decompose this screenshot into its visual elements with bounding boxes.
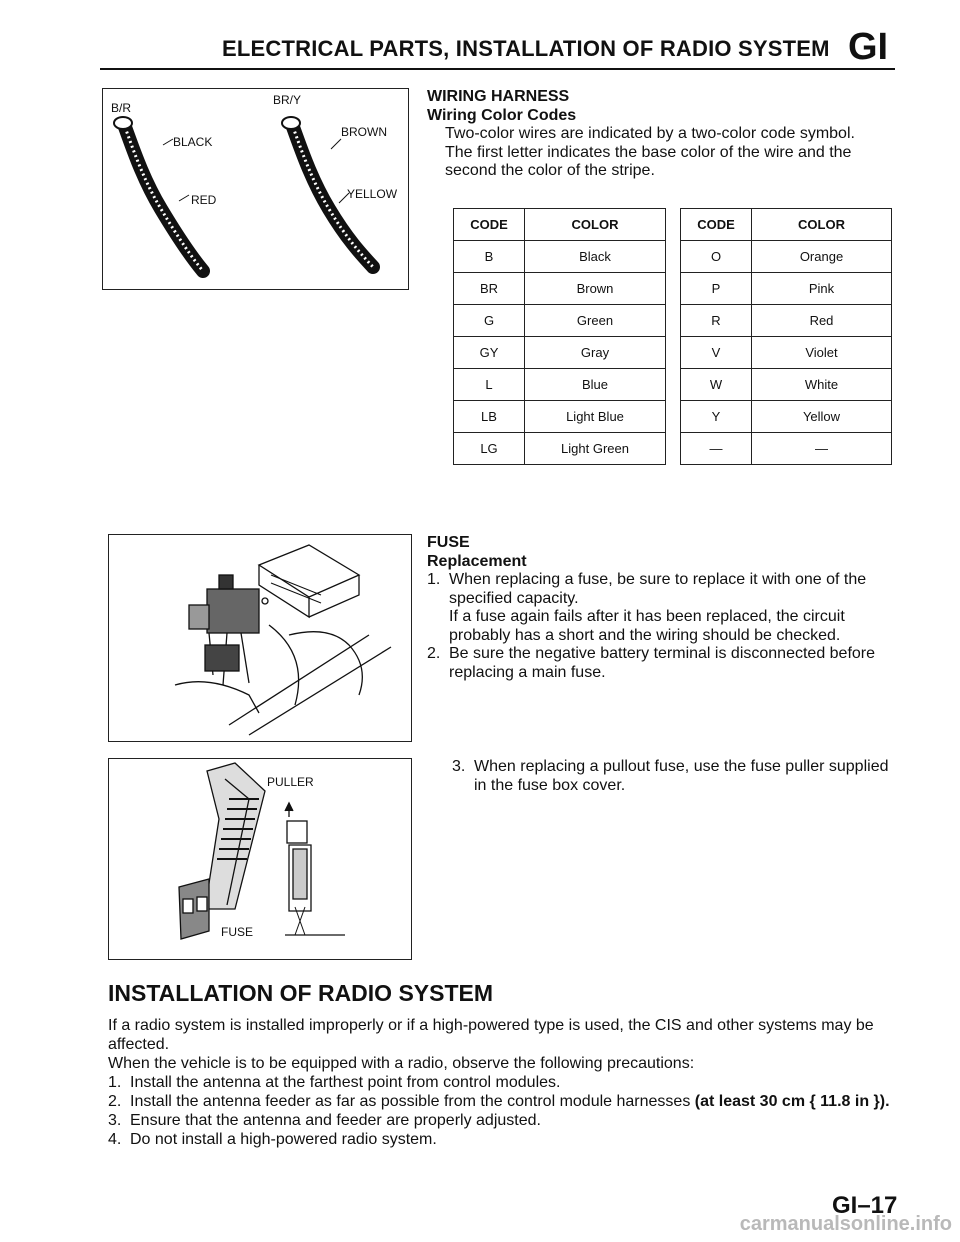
table-cell: Pink [752, 273, 892, 305]
table-cell: — [681, 433, 752, 465]
table-cell: Light Green [525, 433, 666, 465]
table-cell: GY [454, 337, 525, 369]
step-note: If a fuse again fails after it has been replaced, the circuit probably has a short and the wiring should be checked. [449, 608, 845, 644]
label-black: BLACK [173, 135, 213, 149]
fuse-step-2 [427, 645, 897, 682]
table-cell: V [681, 337, 752, 369]
table-cell: White [752, 369, 892, 401]
table-cell: Black [525, 241, 666, 273]
table-row [454, 433, 892, 465]
item-text: Install the antenna feeder as far as possible from the control module harnesses [130, 1093, 695, 1110]
item-text: Do not install a high-powered radio system. [130, 1131, 437, 1148]
table-header-row [454, 209, 892, 241]
radio-section-body [108, 1016, 898, 1149]
table-gap [666, 433, 681, 465]
table-row [454, 241, 892, 273]
wiring-section [427, 88, 897, 181]
section-code: GI [848, 26, 889, 68]
page-title: ELECTRICAL PARTS, INSTALLATION OF RADIO SYSTEM [222, 36, 830, 61]
table-row [454, 337, 892, 369]
fuse-box-illustration [109, 535, 411, 741]
item-number: 1. [108, 1074, 122, 1091]
label-red: RED [191, 193, 217, 207]
radio-section-title: INSTALLATION OF RADIO SYSTEM [108, 980, 494, 1006]
table-cell: Green [525, 305, 666, 337]
header-divider [100, 68, 895, 70]
label-bry-code: BR/Y [273, 93, 302, 107]
item-number: 2. [108, 1093, 122, 1110]
fuse-box-figure [108, 534, 412, 742]
header-code-2: CODE [681, 209, 752, 241]
table-gap [666, 241, 681, 273]
header-code-1: CODE [454, 209, 525, 241]
wiring-heading: WIRING HARNESS [427, 88, 570, 105]
step-number: 2. [427, 645, 441, 662]
table-cell: R [681, 305, 752, 337]
table-cell: LB [454, 401, 525, 433]
fuse-step-1 [427, 571, 897, 645]
fuse-puller-figure [108, 758, 412, 960]
table-row [454, 273, 892, 305]
fuse-heading: FUSE [427, 534, 470, 551]
table-gap [666, 401, 681, 433]
fuse-steps-cont [452, 758, 897, 795]
step-text: Be sure the negative battery terminal is disconnected before replacing a main fuse. [449, 645, 876, 681]
list-item [108, 1092, 898, 1111]
radio-intro: If a radio system is installed improperly or if a high-powered type is used, the CIS and other systems may be affected. [108, 1017, 874, 1053]
list-item [108, 1111, 898, 1130]
table-row [454, 401, 892, 433]
watermark: carmanualsonline.info [739, 1213, 952, 1235]
table-cell: Gray [525, 337, 666, 369]
radio-lead: When the vehicle is to be equipped with a radio, observe the following precautions: [108, 1055, 695, 1072]
color-code-table [453, 208, 892, 465]
table-row [454, 305, 892, 337]
fuse-step-3 [452, 758, 897, 795]
table-cell: BR [454, 273, 525, 305]
table-cell: B [454, 241, 525, 273]
item-number: 4. [108, 1131, 122, 1148]
step-text: When replacing a fuse, be sure to replace it with one of the specified capacity. [449, 571, 867, 607]
wiring-paragraph-1: Two-color wires are indicated by a two-color code symbol. [445, 125, 855, 142]
wire-figure [102, 88, 409, 290]
fuse-subheading: Replacement [427, 552, 527, 570]
list-item [108, 1073, 898, 1092]
fuse-steps [427, 571, 897, 682]
table-cell: O [681, 241, 752, 273]
step-text: When replacing a pullout fuse, use the fuse puller supplied in the fuse box cover. [474, 758, 889, 794]
table-cell: Orange [752, 241, 892, 273]
label-br-code: B/R [111, 101, 132, 115]
item-emphasis: (at least 30 cm { 11.8 in }). [694, 1093, 890, 1110]
radio-precautions [108, 1073, 898, 1149]
table-gap [666, 209, 681, 241]
label-yellow: YELLOW [347, 187, 398, 201]
table-cell: G [454, 305, 525, 337]
list-item [108, 1130, 898, 1149]
table-row [454, 369, 892, 401]
fuse-step-3-block [452, 758, 897, 795]
table-cell: P [681, 273, 752, 305]
label-brown: BROWN [341, 125, 387, 139]
header-color-1: COLOR [525, 209, 666, 241]
table-cell: Violet [752, 337, 892, 369]
table-cell: Y [681, 401, 752, 433]
step-number: 3. [452, 758, 466, 775]
item-text: Install the antenna at the farthest point from control modules. [130, 1074, 561, 1091]
table-cell: LG [454, 433, 525, 465]
table-gap [666, 337, 681, 369]
table-gap [666, 305, 681, 337]
item-text: Ensure that the antenna and feeder are properly adjusted. [130, 1112, 541, 1129]
label-fuse: FUSE [221, 925, 254, 939]
table-cell: W [681, 369, 752, 401]
wiring-paragraph-2: The first letter indicates the base color of the wire and the second the color of the stripe. [445, 143, 852, 179]
table-cell: Yellow [752, 401, 892, 433]
label-puller: PULLER [267, 775, 314, 789]
table-cell: — [752, 433, 892, 465]
page-number: GI–17 [832, 1192, 898, 1219]
header-color-2: COLOR [752, 209, 892, 241]
fuse-puller-illustration [109, 759, 411, 959]
table-gap [666, 273, 681, 305]
table-cell: Brown [525, 273, 666, 305]
step-number: 1. [427, 571, 441, 588]
table-cell: Blue [525, 369, 666, 401]
table-gap [666, 369, 681, 401]
wiring-subheading: Wiring Color Codes [427, 106, 577, 124]
item-number: 3. [108, 1112, 122, 1129]
table-cell: Light Blue [525, 401, 666, 433]
fuse-section [427, 534, 897, 682]
table-cell: L [454, 369, 525, 401]
table-cell: Red [752, 305, 892, 337]
